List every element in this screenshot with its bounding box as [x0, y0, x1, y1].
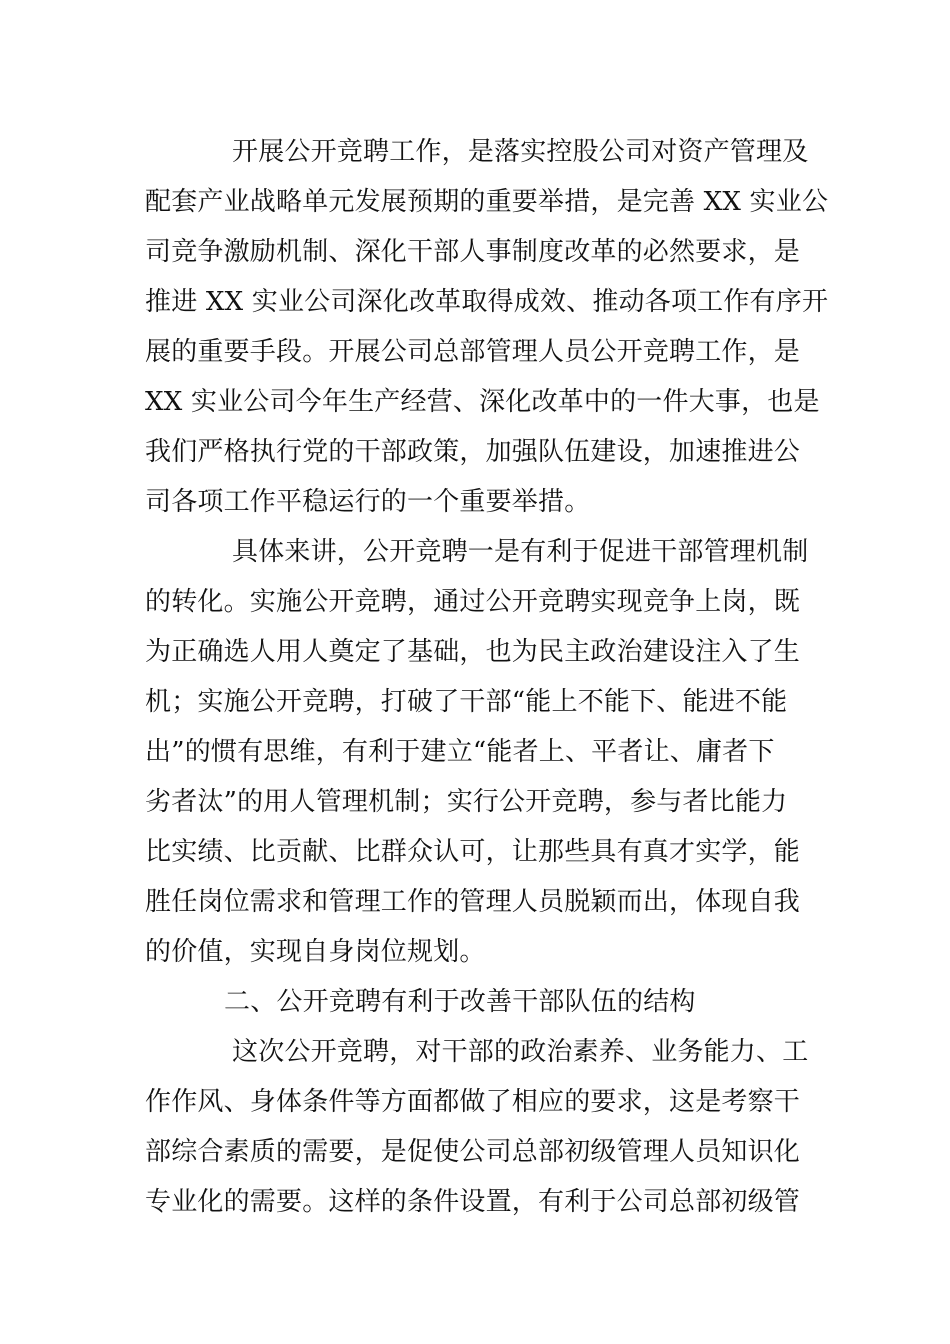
paragraph-2-line-5: 出”的惯有思维，有利于建立“能者上、平者让、庸者下 — [145, 737, 775, 767]
paragraph-3-line-4: 专业化的需要。这样的条件设置，有利于公司总部初级管 — [145, 1187, 801, 1217]
paragraph-2-line-4: 机；实施公开竞聘，打破了干部“能上不能下、能进不能 — [145, 687, 788, 717]
paragraph-1-line-2: 配套产业战略单元发展预期的重要举措，是完善 XX 实业公 — [145, 187, 829, 217]
paragraph-2-line-2: 的转化。实施公开竞聘，通过公开竞聘实现竞争上岗，既 — [145, 587, 801, 617]
paragraph-2-line-1: 具体来讲，公开竞聘一是有利于促进干部管理机制 — [232, 537, 809, 567]
paragraph-2-line-8: 胜任岗位需求和管理工作的管理人员脱颖而出，体现自我 — [145, 887, 801, 917]
paragraph-2-line-9: 的价值，实现自身岗位规划。 — [145, 937, 486, 967]
section-heading-2: 二、公开竞聘有利于改善干部队伍的结构 — [224, 987, 696, 1017]
paragraph-3-line-3: 部综合素质的需要，是促使公司总部初级管理人员知识化 — [145, 1137, 801, 1167]
paragraph-3-line-2: 作作风、身体条件等方面都做了相应的要求，这是考察干 — [145, 1087, 801, 1117]
paragraph-1-line-6: XX 实业公司今年生产经营、深化改革中的一件大事，也是 — [145, 387, 820, 417]
paragraph-2-line-7: 比实绩、比贡献、比群众认可，让那些具有真才实学，能 — [145, 837, 801, 867]
paragraph-2-line-3: 为正确选人用人奠定了基础，也为民主政治建设注入了生 — [145, 637, 801, 667]
paragraph-2-line-6: 劣者汰”的用人管理机制；实行公开竞聘，参与者比能力 — [145, 787, 788, 817]
paragraph-1-line-5: 展的重要手段。开展公司总部管理人员公开竞聘工作，是 — [145, 337, 801, 367]
paragraph-1-line-8: 司各项工作平稳运行的一个重要举措。 — [145, 487, 591, 517]
paragraph-1-line-7: 我们严格执行党的干部政策，加强队伍建设，加速推进公 — [145, 437, 801, 467]
paragraph-1-line-4: 推进 XX 实业公司深化改革取得成效、推动各项工作有序开 — [145, 287, 829, 317]
paragraph-1-line-1: 开展公开竞聘工作，是落实控股公司对资产管理及 — [232, 137, 809, 167]
paragraph-1-line-3: 司竞争激励机制、深化干部人事制度改革的必然要求，是 — [145, 237, 801, 267]
paragraph-3-line-1: 这次公开竞聘，对干部的政治素养、业务能力、工 — [232, 1037, 809, 1067]
